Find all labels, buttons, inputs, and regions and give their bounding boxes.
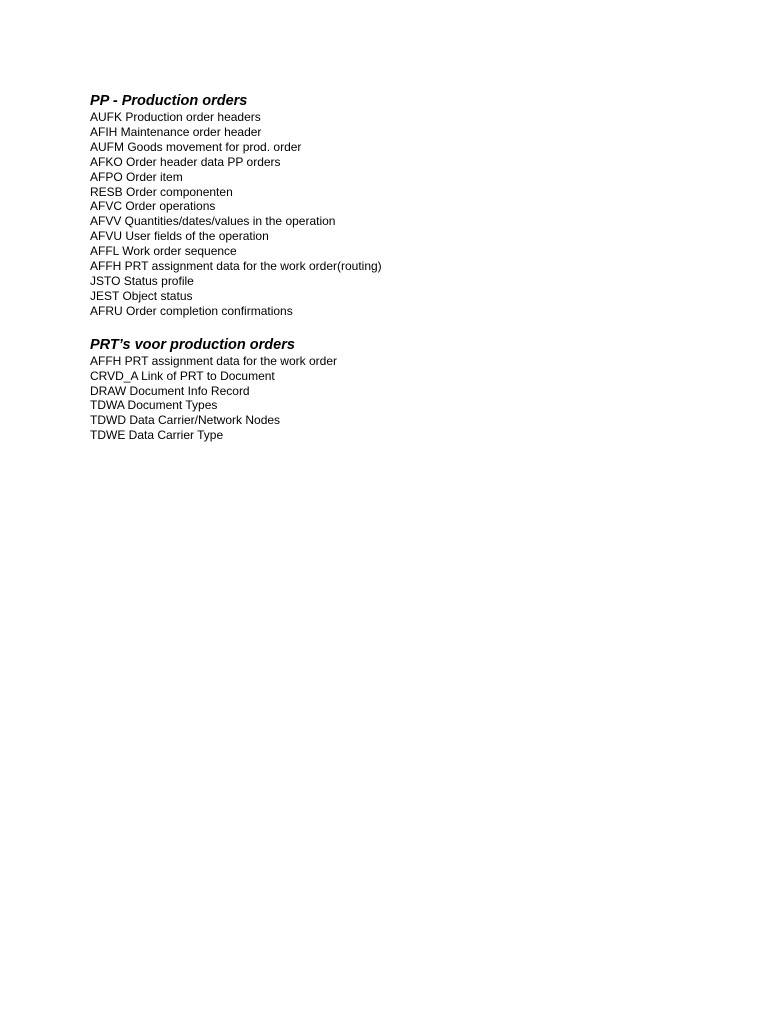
list-item: JSTO Status profile bbox=[90, 273, 194, 288]
list-item: AFPO Order item bbox=[90, 169, 183, 184]
list-item: RESB Order componenten bbox=[90, 184, 233, 199]
list-item: AFFL Work order sequence bbox=[90, 244, 237, 259]
list-item: AFVV Quantities/dates/values in the operation bbox=[90, 214, 336, 229]
list-item: TDWE Data Carrier Type bbox=[90, 428, 224, 443]
list-item: DRAW Document Info Record bbox=[90, 383, 250, 398]
list-item: AFVU User fields of the operation bbox=[90, 229, 269, 244]
list-item: AFIH Maintenance order header bbox=[90, 124, 262, 139]
list-item: AFFH PRT assignment data for the work order(routing) bbox=[90, 259, 382, 274]
list-item: CRVD_A Link of PRT to Document bbox=[90, 368, 275, 383]
list-item: JEST Object status bbox=[90, 288, 193, 303]
list-item: AUFM Goods movement for prod. order bbox=[90, 139, 302, 154]
list-item: TDWA Document Types bbox=[90, 398, 218, 413]
table-list bbox=[90, 354, 690, 443]
list-item: AFFH PRT assignment data for the work order bbox=[90, 353, 337, 368]
list-item: TDWD Data Carrier/Network Nodes bbox=[90, 413, 281, 428]
table-list bbox=[90, 110, 690, 319]
section-title: PRT’s voor production orders bbox=[90, 336, 295, 353]
list-item: AFRU Order completion confirmations bbox=[90, 303, 293, 318]
section-prt-production-orders bbox=[90, 337, 690, 443]
section-production-orders bbox=[90, 93, 690, 319]
section-title: PP - Production orders bbox=[90, 93, 248, 109]
list-item: AFVC Order operations bbox=[90, 199, 216, 214]
document-content bbox=[90, 93, 690, 443]
list-item: AUFK Production order headers bbox=[90, 110, 261, 124]
list-item: AFKO Order header data PP orders bbox=[90, 154, 281, 169]
